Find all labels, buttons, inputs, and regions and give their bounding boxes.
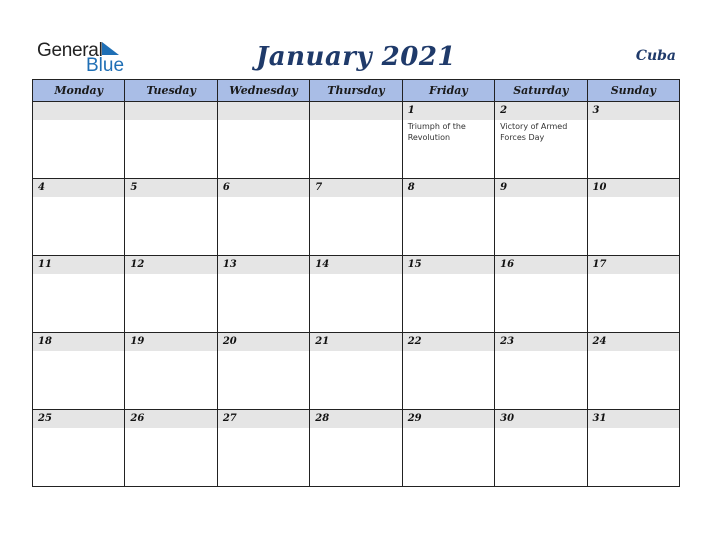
day-number: 22 (403, 333, 494, 351)
day-number (310, 102, 401, 120)
day-number: 1 (403, 102, 494, 120)
calendar-grid (32, 79, 680, 487)
day-cell (125, 179, 217, 256)
day-cell (217, 256, 309, 333)
holiday-label: Triumph of the Revolution (407, 122, 466, 142)
day-cell (402, 179, 494, 256)
day-cell (217, 333, 309, 410)
day-cell (587, 333, 679, 410)
day-number: 15 (403, 256, 494, 274)
day-cell (125, 333, 217, 410)
day-number: 9 (495, 179, 586, 197)
day-cell (33, 333, 125, 410)
day-cell (402, 410, 494, 487)
day-cell (125, 410, 217, 487)
day-cell (33, 256, 125, 333)
day-number: 29 (403, 410, 494, 428)
day-number: 19 (125, 333, 216, 351)
day-number: 11 (33, 256, 124, 274)
day-number (125, 102, 216, 120)
day-number: 13 (218, 256, 309, 274)
day-number: 7 (310, 179, 401, 197)
day-number: 26 (125, 410, 216, 428)
day-number: 21 (310, 333, 401, 351)
week-row (33, 333, 680, 410)
day-cell (125, 256, 217, 333)
day-cell (495, 256, 587, 333)
day-cell (587, 256, 679, 333)
day-cell (310, 179, 402, 256)
day-number: 30 (495, 410, 586, 428)
day-number: 18 (33, 333, 124, 351)
country-label: Cuba (635, 48, 676, 64)
day-cell (33, 102, 125, 179)
day-number (218, 102, 309, 120)
day-cell (495, 102, 587, 179)
day-cell (587, 410, 679, 487)
calendar-body (33, 102, 680, 487)
day-number: 10 (588, 179, 679, 197)
day-cell (125, 102, 217, 179)
day-cell (495, 410, 587, 487)
day-cell (310, 102, 402, 179)
day-cell (310, 256, 402, 333)
day-number: 27 (218, 410, 309, 428)
day-number: 12 (125, 256, 216, 274)
day-cell (495, 333, 587, 410)
day-number: 14 (310, 256, 401, 274)
day-cell (310, 333, 402, 410)
day-cell (33, 410, 125, 487)
day-cell (217, 102, 309, 179)
day-number: 2 (495, 102, 586, 120)
page-title: January 2021 (255, 42, 457, 72)
day-number: 28 (310, 410, 401, 428)
day-number: 4 (33, 179, 124, 197)
weekday-header: Monday (33, 80, 125, 102)
day-number: 25 (33, 410, 124, 428)
weekday-header: Friday (402, 80, 494, 102)
day-number: 23 (495, 333, 586, 351)
day-cell (310, 410, 402, 487)
day-number: 5 (125, 179, 216, 197)
week-row (33, 179, 680, 256)
day-number: 20 (218, 333, 309, 351)
day-cell (217, 179, 309, 256)
weekday-header: Tuesday (125, 80, 217, 102)
day-cell (217, 410, 309, 487)
day-number: 3 (588, 102, 679, 120)
day-cell (587, 179, 679, 256)
day-number: 8 (403, 179, 494, 197)
day-number: 24 (588, 333, 679, 351)
day-cell (402, 102, 494, 179)
weekday-header: Thursday (310, 80, 402, 102)
day-cell (402, 333, 494, 410)
day-number: 17 (588, 256, 679, 274)
logo-word-blue: Blue (86, 55, 125, 76)
week-row (33, 102, 680, 179)
day-cell (402, 256, 494, 333)
weekday-header: Sunday (587, 80, 679, 102)
day-number: 16 (495, 256, 586, 274)
weekday-header: Saturday (495, 80, 587, 102)
weekday-header-row (33, 80, 680, 102)
day-number: 6 (218, 179, 309, 197)
day-cell (495, 179, 587, 256)
logo-word-general: General (37, 40, 103, 61)
day-number (33, 102, 124, 120)
day-cell (587, 102, 679, 179)
day-cell (33, 179, 125, 256)
week-row (33, 410, 680, 487)
weekday-header: Wednesday (217, 80, 309, 102)
holiday-label: Victory of Armed Forces Day (500, 122, 568, 142)
week-row (33, 256, 680, 333)
day-number: 31 (588, 410, 679, 428)
